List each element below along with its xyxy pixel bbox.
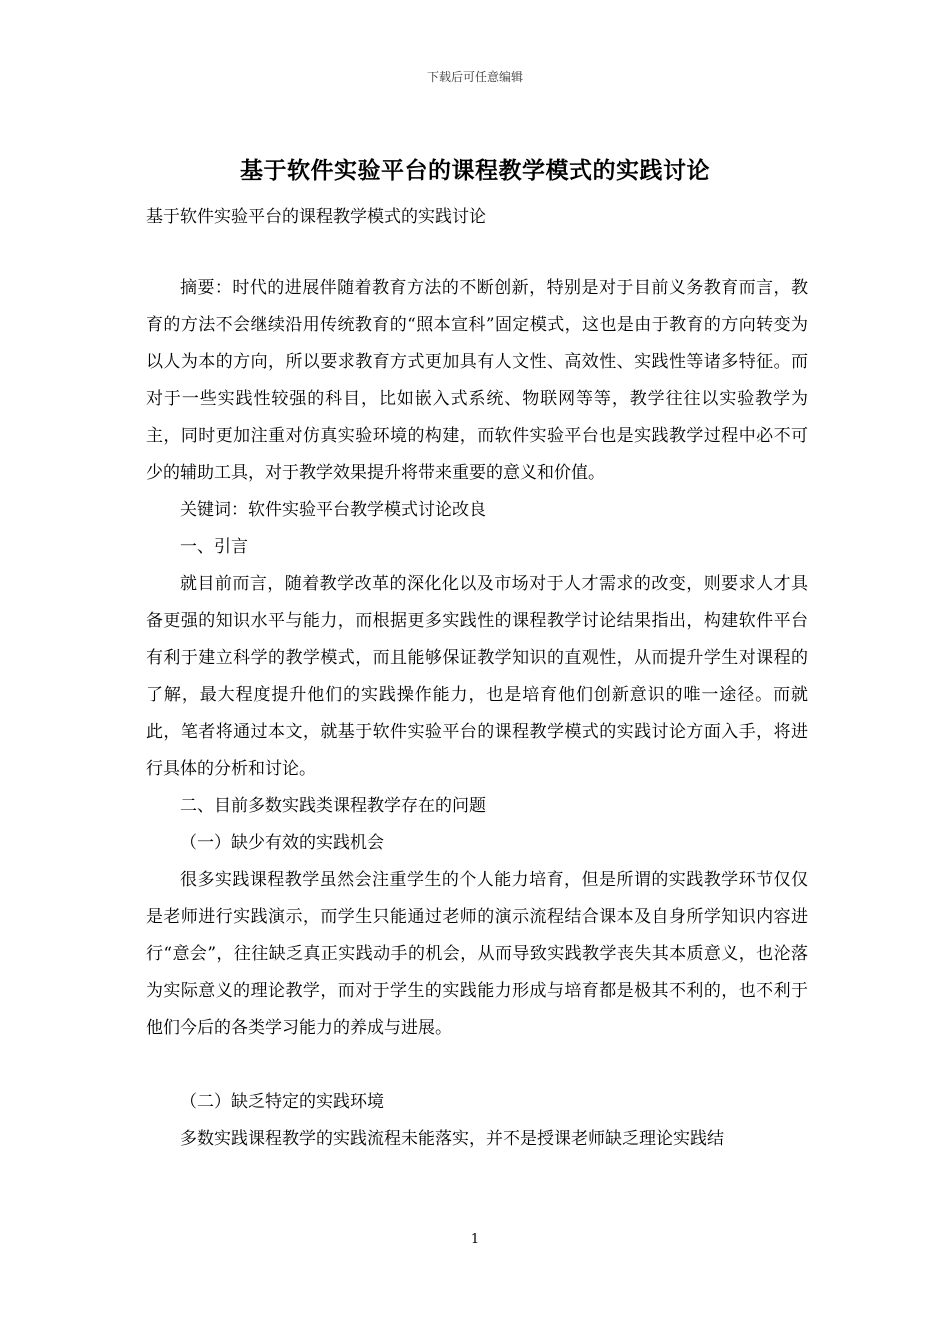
body-paragraph: 多数实践课程教学的实践流程未能落实，并不是授课老师缺乏理论实践结	[180, 1129, 724, 1149]
introduction-paragraph: 就目前而言，随着教学改革的深化化以及市场对于人才需求的改变，则要求人才具备更强的知识水平与能力，而根据更多实践性的课程教学讨论结果指出，构建软件平台有利于建立科学的教学模式，而且能够保证教学知识的直观性，从而提升学生对课程的了解，最大程度提升他们的实践操作能力，也是培育他们创新意识的唯一途径。而就此，笔者将通过本文，就基于软件实验平台的课程教学模式的实践讨论方面入手，将进行具体的分析和讨论。	[146, 574, 808, 779]
document-body	[146, 270, 808, 1158]
document-subtitle: 基于软件实验平台的课程教学模式的实践讨论	[146, 207, 486, 227]
header-note: 下载后可任意编辑	[426, 70, 523, 84]
keywords-paragraph: 关键词：软件实验平台教学模式讨论改良	[180, 500, 486, 520]
body-paragraph: 很多实践课程教学虽然会注重学生的个人能力培育，但是所谓的实践教学环节仅仅是老师进行实践演示，而学生只能通过老师的演示流程结合课本及自身所学知识内容进行“意会”，往往缺乏真正实践动手的机会，从而导致实践教学丧失其本质意义，也沦落为实际意义的理论教学，而对于学生的实践能力形成与培育都是极其不利的，也不利于他们今后的各类学习能力的养成与进展。	[146, 870, 808, 1038]
document-title: 基于软件实验平台的课程教学模式的实践讨论	[240, 157, 710, 184]
section-heading-problems: 二、目前多数实践类课程教学存在的问题	[180, 796, 486, 816]
section-heading-introduction: 一、引言	[180, 537, 248, 557]
subsection-heading-2: （二）缺乏特定的实践环境	[180, 1092, 384, 1112]
abstract-paragraph: 摘要：时代的进展伴随着教育方法的不断创新，特别是对于目前义务教育而言，教育的方法不会继续沿用传统教育的“照本宣科”固定模式，这也是由于教育的方向转变为以人为本的方向，所以要求教育方式更加具有人文性、高效性、实践性等诸多特征。而对于一些实践性较强的科目，比如嵌入式系统、物联网等等，教学往往以实验教学为主，同时更加注重对仿真实验环境的构建，而软件实验平台也是实践教学过程中必不可少的辅助工具，对于教学效果提升将带来重要的意义和价值。	[146, 278, 808, 483]
page-number: 1	[470, 1232, 480, 1247]
subsection-heading-1: （一）缺少有效的实践机会	[180, 833, 384, 853]
